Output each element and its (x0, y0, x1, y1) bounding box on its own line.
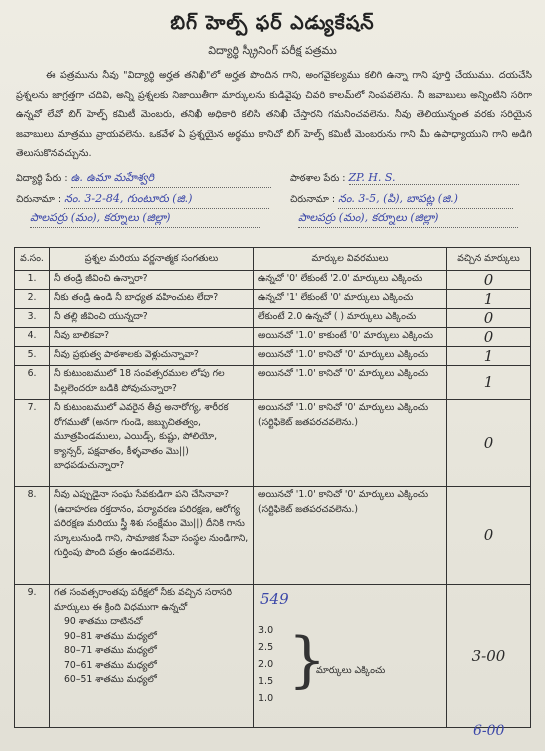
table-row (15, 328, 531, 347)
row-serial: 1. (15, 271, 50, 290)
row-serial: 2. (15, 290, 50, 309)
q9-score: 2.0 (258, 659, 274, 670)
student-name-row: విద్యార్థి పేరు : ఉ. ఉమా మహేశ్వరి (16, 171, 271, 188)
row-marks-rule: ఉన్నచో '1' లేకుంటే '0' మార్కులు ఎక్కించు (254, 290, 447, 309)
row-serial: 5. (15, 347, 50, 366)
address-line2-right-row (298, 211, 518, 228)
row-answer: 1 (447, 347, 531, 366)
row-question: నీకు తండ్రి ఉండి నీ బాధ్యత వహించుట లేదా? (50, 290, 254, 309)
row-answer: 0 (447, 487, 531, 585)
row-serial: 3. (15, 309, 50, 328)
row-answer: 3-00 (447, 585, 531, 728)
address-row: చిరునామా : నం. 3-2-84, గుంటూరు (జి.) (16, 192, 269, 209)
q9-band: 90–81 శాతము మధ్యలో (64, 630, 157, 642)
row-answer: 1 (447, 290, 531, 309)
row-answer: 0 (447, 328, 531, 347)
q9-marks-block (258, 586, 442, 726)
q9-score: 3.0 (258, 625, 274, 636)
page-subtitle: విద్యార్థి స్క్రీనింగ్ పరీక్ష పత్రము (208, 44, 337, 57)
school-name-row: పాఠశాల పేరు : ZP. H. S. (290, 171, 519, 186)
table-row (15, 400, 531, 487)
student-name-value: ఉ. ఉమా మహేశ్వరి (70, 171, 155, 184)
q9-band: 70–61 శాతము మధ్యలో (64, 659, 157, 671)
table-row (15, 290, 531, 309)
row-question: నీ కుటుంబములో ఎవరైన తీవ్ర అనారోగ్య, శారీరక రోగముతో (అనగా గుండె, జబ్బుచితత్వం, మూత్రపిండములు, ఎయిడ్స్, కుష్టు, పోలియో, క్యాన్సర్, పక్షవాతం, కీళ్ళవాతం మొ||) బాధపడుచున్నారా? (50, 400, 254, 487)
address-line2-left: పాలపర్రు (మం), కర్నూలు (జిల్లా) (30, 211, 171, 224)
address-line2-left-row (30, 211, 260, 228)
page-title: బిగ్ హెల్ప్ ఫర్ ఎడ్యుకేషన్ (170, 12, 375, 34)
address-row-right: చిరునామా : నం. 3-5, (పి), బాపట్ల (జి.) (290, 192, 513, 209)
row-marks-rule: అయినచో '1.0' కానిచో '0' మార్కులు ఎక్కించు (సర్టిఫికెట్ జతపరచవలెను.) (254, 400, 447, 487)
row-serial: 9. (15, 585, 50, 728)
address-label: చిరునామా (16, 194, 55, 205)
q9-band: 80–71 శాతము మధ్యలో (64, 645, 157, 656)
q9-marks-instruction: మార్కులు ఎక్కించు (316, 665, 386, 676)
row-marks-rule: ఉన్నచో '0' లేకుంటే '2.0' మార్కులు ఎక్కించు (254, 271, 447, 290)
row-question: నీ తల్లి జీవించి యున్నదా? (50, 309, 254, 328)
table-row (15, 585, 531, 728)
row-answer: 0 (447, 271, 531, 290)
q9-band-list (54, 615, 249, 688)
table-row (15, 309, 531, 328)
row-answer: 0 (447, 309, 531, 328)
total-written: 6-00 (473, 723, 505, 739)
q9-score-list (258, 622, 273, 707)
row-serial: 6. (15, 366, 50, 400)
header-question: ప్రశ్నల మరియు వర్ణనాత్మక సంగతులు (50, 248, 254, 271)
student-name-label: విద్యార్థి పేరు (16, 173, 62, 184)
row-question: నీవు ఎప్పుడైనా సంఘ సేవకుడిగా పని చేసినావా? (ఉదాహరణ రక్తదానం, పర్యావరణ పరిరక్షణ, ఆరోగ్య పరిరక్షణ మరియు స్త్రీ శిశు సంక్షేమం మొ||) దీనికి గాను స్కూలునుండి గాని, సామాజిక సేవా సంస్థల నుండిగాని, గుర్తింపు పొంది పత్రం ఉండవలెను. (50, 487, 254, 585)
table-row (15, 347, 531, 366)
school-name-value: ZP. H. S. (348, 171, 396, 184)
row-serial: 4. (15, 328, 50, 347)
row-question: నీవు బాలికవా? (50, 328, 254, 347)
row-marks-rule: అయినచో '1.0' కానిచో '0' మార్కులు ఎక్కించు (సర్టిఫికెట్ జతపరచవలెను.) (254, 487, 447, 585)
header-serial: వ.సం. (15, 248, 50, 271)
header-marks-detail: మార్కుల వివరములు (254, 248, 447, 271)
row-answer: 0 (447, 400, 531, 487)
row-answer: 1 (447, 366, 531, 400)
table-row (15, 487, 531, 585)
q9-score: 1.5 (258, 676, 274, 687)
row-marks-rule: అయినచో '1.0' కాకుంటే '0' మార్కులు ఎక్కించు (254, 328, 447, 347)
address-value-left: నం. 3-2-84, గుంటూరు (జి.) (64, 192, 193, 205)
header-marks-obtained: వచ్చిన మార్కులు (447, 248, 531, 271)
table-row (15, 366, 531, 400)
row-marks-rule: లేకుంటే 2.0 ఉన్నచో ( ) మార్కులు ఎక్కించు (254, 309, 447, 328)
intro-paragraph: ఈ పత్రమును నీవు "విద్యార్థి అర్హత తనిఖీ"లో అర్హత పొందిన గాని, అంగవైకల్యము కలిగి ఉన్నా గాని పూర్తి చేయుము. దయచేసి ప్రశ్నలను జాగ్రత్తగా చదివి, అన్ని ప్రశ్నలకు నిజాయితీగా మార్కులను కుడివైపు చివరి కాలమ్‌లో నింపవలెను. నీ జవాబులు అన్నింటిని సరిగా ఉన్నవో లేవో బిగ్ హెల్ప్ కమిటీ మెంబరు, తనిఖీ అధికారి కలిసి తనిఖీ చేస్తారని గమనించవలెను. నీవు తెలియున్నంత వరకు సరియైన జవాబులు మాత్రము వ్రాయవలెను. ఒకవేళ ఏ ప్రశ్నయైన అర్థము కానిచో బిగ్ హెల్ప్ కమిటీ మెంబరును గాని మీ ఉపాధ్యాయుని గాని అడిగి తెలుసుకొనవచ్చును. (16, 70, 532, 160)
school-name-label: పాఠశాల పేరు (290, 173, 340, 184)
row-serial: 8. (15, 487, 50, 585)
row-question: నీ తండ్రి జీవించి ఉన్నారా? (50, 271, 254, 290)
address-label-right: చిరునామా (290, 194, 329, 205)
row-question: నీవు ప్రభుత్వ పాఠశాలకు వెళ్లుచున్నావా? (50, 347, 254, 366)
q9-score: 1.0 (258, 693, 274, 704)
row-question-q9 (50, 585, 254, 728)
q9-question-text: గత సంవత్సరాంతపు పరీక్షలో నీకు వచ్చిన సరాసరి మార్కులు ఈ క్రింది విధముగా ఉన్నచో (54, 587, 233, 613)
table-header-row (15, 248, 531, 271)
q9-written-value: 549 (260, 590, 289, 608)
q9-band: 60–51 శాతము మధ్యలో (64, 674, 157, 685)
brace-symbol: } (288, 625, 327, 695)
questions-table (14, 247, 531, 728)
row-marks-rule: అయినచో '1.0' కానిచో '0' మార్కులు ఎక్కించు (254, 366, 447, 400)
row-serial: 7. (15, 400, 50, 487)
q9-band: 90 శాతము దాటినచో (64, 616, 143, 627)
q9-score: 2.5 (258, 642, 274, 653)
address-value-right: నం. 3-5, (పి), బాపట్ల (జి.) (338, 192, 458, 205)
row-marks-rule-q9 (254, 585, 447, 728)
row-question: నీ కుటుంబములో 18 సంవత్సరముల లోపు గల పిల్లలెందరూ బడికి పోవుచున్నారా? (50, 366, 254, 400)
address-line2-right: పాలపర్రు (మం), కర్నూలు (జిల్లా) (298, 211, 439, 224)
row-marks-rule: అయినచో '1.0' కానిచో '0' మార్కులు ఎక్కించు (254, 347, 447, 366)
table-row (15, 271, 531, 290)
